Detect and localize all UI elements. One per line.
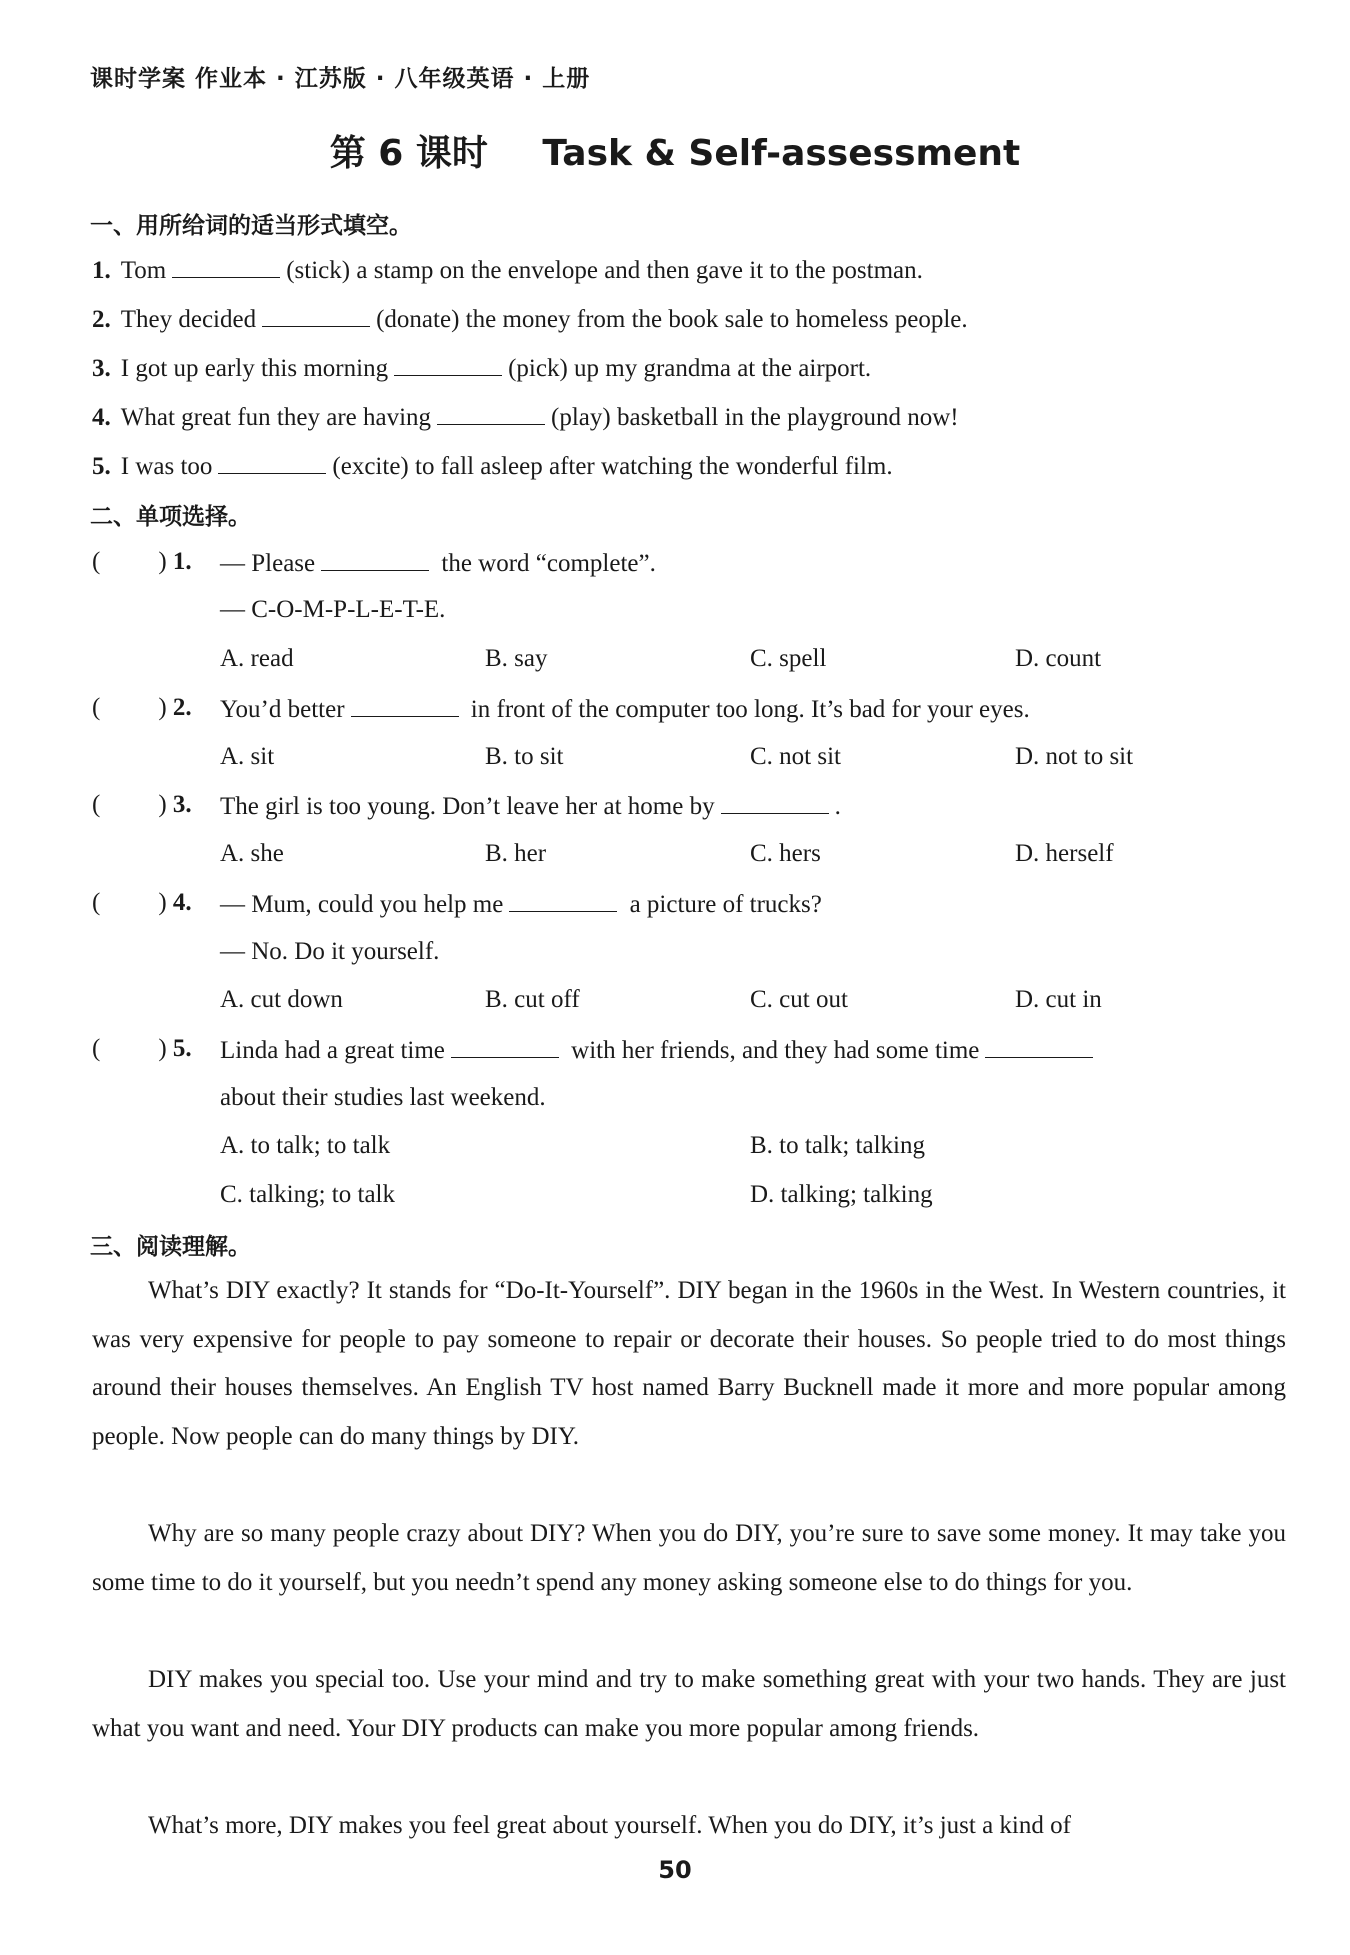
fill-item-1: 1. Tom (stick) a stamp on the envelope and then gave it to the postman. (92, 257, 923, 284)
option-a[interactable]: A. she (220, 840, 284, 867)
option-b[interactable]: B. to sit (485, 743, 564, 770)
answer-blank (985, 1035, 1093, 1058)
fill-item-3: 3. I got up early this morning (pick) up my grandma at the airport. (92, 355, 872, 382)
mc-question-5: Linda had a great time with her friends, and they had some time (220, 1035, 1099, 1065)
answer-blank (451, 1035, 559, 1058)
option-b[interactable]: B. her (485, 840, 547, 867)
option-d[interactable]: D. count (1015, 645, 1102, 672)
option-a[interactable]: A. sit (220, 743, 275, 770)
option-d[interactable]: D. talking; talking (750, 1181, 933, 1208)
option-c[interactable]: C. hers (750, 840, 821, 867)
reading-paragraph-3: DIY makes you special too. Use your mind and try to make something great with your two hands. They are just what you want and need. Your DIY products can make you more popular among friends. (92, 1666, 1286, 1742)
answer-paren[interactable]: ( ) 1. (92, 548, 192, 575)
fill-item-4: 4. What great fun they are having (play) basketball in the playground now! (92, 404, 959, 431)
mc-question-5-cont: about their studies last weekend. (220, 1084, 546, 1111)
answer-paren[interactable]: ( ) 2. (92, 694, 192, 721)
option-a[interactable]: A. to talk; to talk (220, 1132, 391, 1159)
answer-blank (721, 791, 829, 814)
fill-item-5: 5. I was too (excite) to fall asleep after watching the wonderful film. (92, 453, 893, 480)
answer-paren[interactable]: ( ) 3. (92, 791, 192, 818)
lesson-number: 第 6 课时 (329, 133, 488, 174)
option-d[interactable]: D. herself (1015, 840, 1114, 867)
reading-paragraph-1: What’s DIY exactly? It stands for “Do-It-Yourself”. DIY began in the 1960s in the West. In Western countries, it was very expensive for people to pay someone to repair or decorate their houses. So people tried to do most things around their houses themselves. An English TV host named Barry Bucknell made it more and more popular among people. Now people can do many things by DIY. (92, 1277, 1286, 1450)
book-header: 课时学案 作业本 · 江苏版 · 八年级英语 · 上册 (90, 66, 591, 92)
fill-item-2: 2. They decided (donate) the money from the book sale to homeless people. (92, 306, 968, 333)
option-a[interactable]: A. cut down (220, 986, 343, 1013)
mc-question-4-reply: — No. Do it yourself. (220, 938, 440, 965)
mc-question-1-reply: — C-O-M-P-L-E-T-E. (220, 596, 446, 623)
mc-question-1: — Please the word “complete”. (220, 550, 656, 577)
option-d[interactable]: D. cut in (1015, 986, 1102, 1013)
option-c[interactable]: C. not sit (750, 743, 841, 770)
option-c[interactable]: C. spell (750, 645, 827, 672)
answer-blank (509, 889, 617, 912)
lesson-topic: Task & Self-assessment (542, 133, 1021, 174)
page-number: 50 (658, 1856, 692, 1884)
answer-blank[interactable] (218, 451, 326, 474)
option-a[interactable]: A. read (220, 645, 294, 672)
mc-question-2: You’d better in front of the computer too long. It’s bad for your eyes. (220, 696, 1030, 723)
mc-question-4: — Mum, could you help me a picture of trucks? (220, 891, 822, 918)
answer-paren[interactable]: ( ) 5. (92, 1035, 192, 1062)
reading-paragraph-4: What’s more, DIY makes you feel great about yourself. When you do DIY, it’s just a kind of (148, 1812, 1071, 1839)
page-title (0, 125, 1350, 176)
answer-blank[interactable] (262, 304, 370, 327)
reading-paragraph-2: Why are so many people crazy about DIY? When you do DIY, you’re sure to save some money. It may take you some time to do it yourself, but you needn’t spend any money asking someone else to do things for you. (92, 1520, 1286, 1596)
option-d[interactable]: D. not to sit (1015, 743, 1134, 770)
option-b[interactable]: B. cut off (485, 986, 580, 1013)
answer-blank (351, 694, 459, 717)
answer-paren[interactable]: ( ) 4. (92, 889, 192, 916)
answer-blank (321, 548, 429, 571)
section1-heading: 一、用所给词的适当形式填空。 (90, 213, 412, 239)
answer-blank[interactable] (437, 402, 545, 425)
mc-question-3: The girl is too young. Don’t leave her at home by . (220, 793, 841, 820)
option-c[interactable]: C. cut out (750, 986, 848, 1013)
answer-blank[interactable] (394, 353, 502, 376)
option-b[interactable]: B. to talk; talking (750, 1132, 925, 1159)
section2-heading: 二、单项选择。 (90, 504, 251, 530)
option-b[interactable]: B. say (485, 645, 548, 672)
answer-blank[interactable] (172, 255, 280, 278)
option-c[interactable]: C. talking; to talk (220, 1181, 395, 1208)
section3-heading: 三、阅读理解。 (90, 1234, 251, 1260)
